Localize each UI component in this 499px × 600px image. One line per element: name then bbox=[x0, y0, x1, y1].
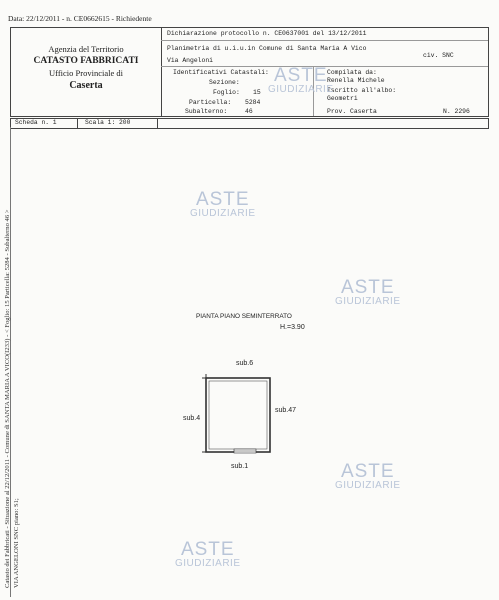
particella-value: 5284 bbox=[245, 99, 261, 106]
catasto-title: CATASTO FABBRICATI bbox=[33, 56, 139, 66]
iscritto-value: Geometri bbox=[327, 95, 358, 102]
header-divider bbox=[161, 40, 488, 41]
ident-title: Identificativi Catastali: bbox=[173, 69, 269, 76]
sub6-label: sub.6 bbox=[236, 360, 254, 367]
scheda-cell bbox=[11, 119, 78, 128]
watermark-aste: ASTE bbox=[273, 65, 328, 86]
subalterno-value: 46 bbox=[245, 108, 253, 115]
inner-wall bbox=[209, 381, 267, 449]
address-text: Via Angeloni bbox=[167, 57, 214, 64]
watermark-aste: ASTE bbox=[340, 461, 395, 482]
watermark-giudiziarie: GIUDIZIARIE bbox=[335, 480, 401, 491]
subalterno-label: Subalterno: bbox=[185, 108, 228, 115]
scala-cell bbox=[77, 119, 158, 128]
watermark-body-4 bbox=[175, 540, 241, 569]
watermark-giudiziarie: GIUDIZIARIE bbox=[175, 558, 241, 569]
header-box bbox=[10, 27, 489, 117]
agency-name: Agenzia del Territorio bbox=[48, 44, 124, 54]
plan-title: PIANTA PIANO SEMINTERRATO bbox=[196, 313, 292, 320]
watermark-aste: ASTE bbox=[340, 277, 395, 298]
protocol-text: Dichiarazione protocollo n. CE0637001 del 13/12/2011 bbox=[167, 30, 367, 37]
outer-wall bbox=[206, 378, 270, 452]
watermark-body-3 bbox=[335, 462, 401, 491]
prov-label: Prov. Caserta bbox=[327, 108, 377, 115]
watermark-aste: ASTE bbox=[195, 189, 250, 210]
planimetry-text: Planimetria di u.i.u.in Comune di Santa Maria A Vico bbox=[167, 45, 367, 52]
compilata-label: Compilata da: bbox=[327, 69, 377, 76]
ufficio-label: Ufficio Provinciale di bbox=[49, 68, 123, 78]
floor-plan-drawing bbox=[200, 370, 280, 460]
watermark-header bbox=[268, 66, 334, 95]
scala-value: Scala 1: 200 bbox=[85, 119, 131, 126]
watermark-giudiziarie: GIUDIZIARIE bbox=[268, 84, 334, 95]
scheda-number: Scheda n. 1 bbox=[15, 119, 57, 126]
compilata-value: Renella Michele bbox=[327, 77, 385, 84]
watermark-giudiziarie: GIUDIZIARIE bbox=[335, 296, 401, 307]
plan-height: H.=3.90 bbox=[280, 324, 305, 331]
side-text-catasto: Catasto dei Fabbricati - Situazione al 22/12/2011 - Comune di SANTA MARIA A VICO(I233) - < Foglio: 15 Particella: 5284 - Subalterno 46 > bbox=[4, 209, 11, 588]
sub4-label: sub.4 bbox=[183, 415, 201, 422]
agency-block bbox=[11, 28, 162, 116]
numero-label: N. 2296 bbox=[443, 108, 470, 115]
document-header-line: Data: 22/12/2011 - n. CE0662615 - Richiedente bbox=[8, 14, 152, 23]
foglio-value: 15 bbox=[253, 89, 261, 96]
scheda-bar bbox=[10, 118, 489, 129]
city-label: Caserta bbox=[69, 80, 103, 91]
watermark-aste: ASTE bbox=[180, 539, 235, 560]
particella-label: Particella: bbox=[189, 99, 232, 106]
watermark-body-2 bbox=[335, 278, 401, 307]
sezione-label: Sezione: bbox=[209, 79, 240, 86]
watermark-body-1 bbox=[190, 190, 256, 219]
sub1-label: sub.1 bbox=[231, 463, 249, 470]
iscritto-label: Iscritto all'albo: bbox=[327, 87, 397, 94]
civ-text: civ. SNC bbox=[423, 52, 454, 59]
foglio-label: Foglio: bbox=[213, 89, 240, 96]
sub47-label: sub.47 bbox=[275, 407, 297, 414]
watermark-giudiziarie: GIUDIZIARIE bbox=[190, 208, 256, 219]
side-text-address: VIA ANGELONI SNC piano: S1; bbox=[13, 498, 20, 588]
